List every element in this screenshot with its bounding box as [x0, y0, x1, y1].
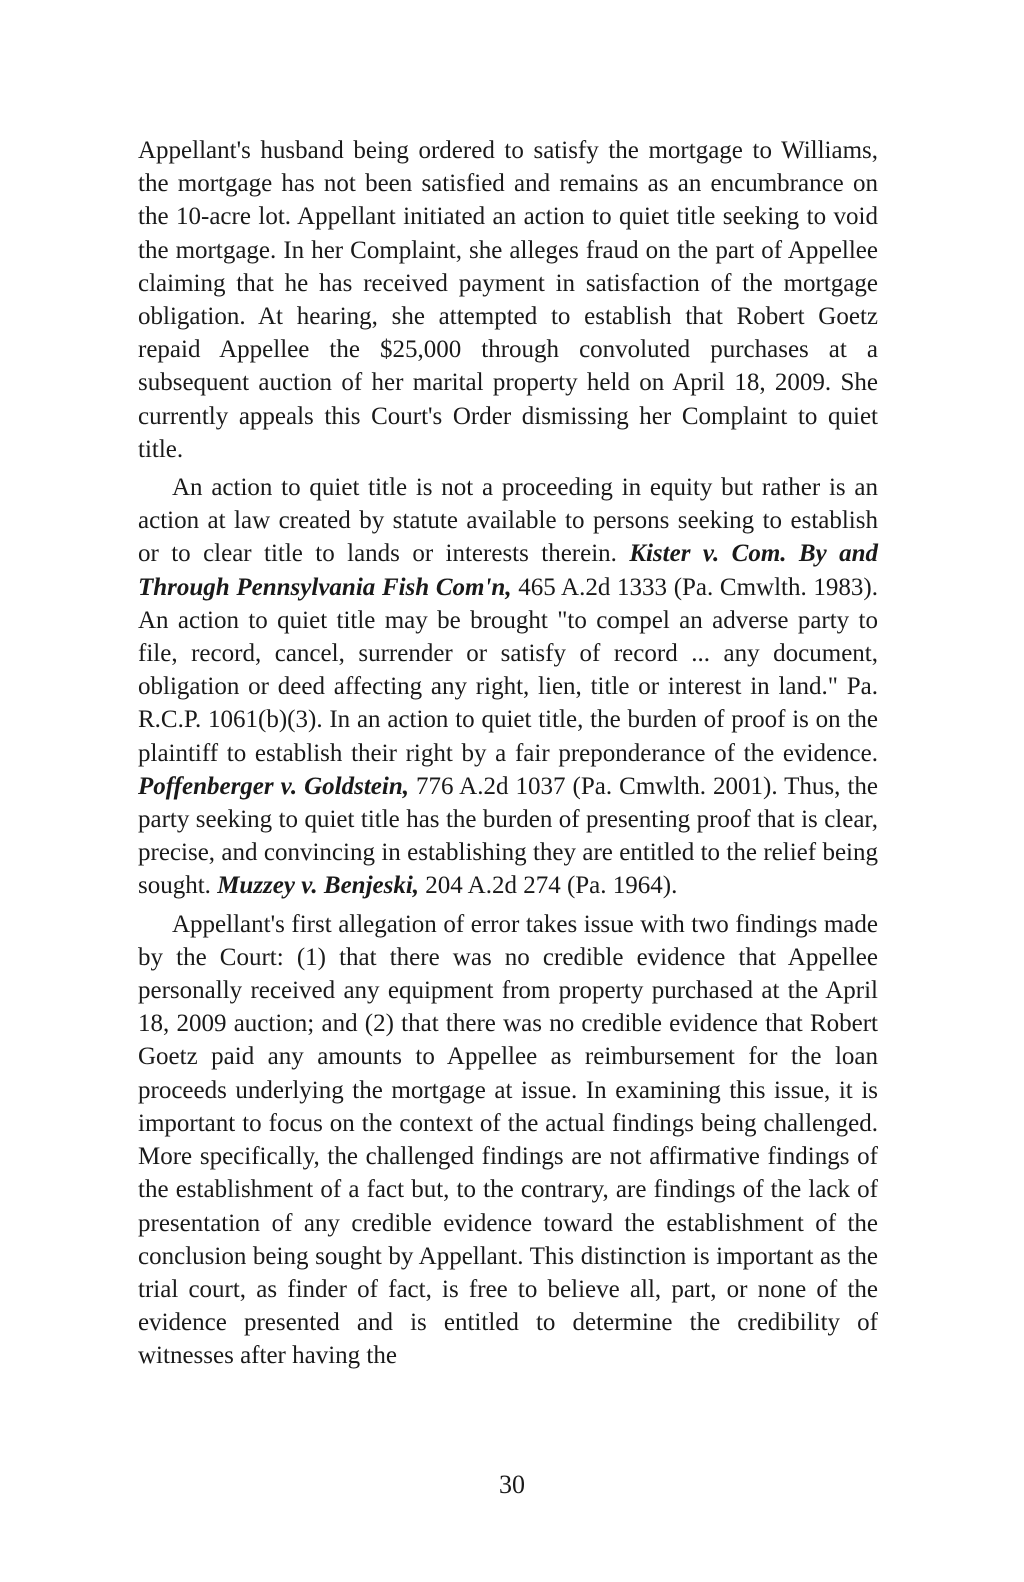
paragraph-1 [138, 134, 878, 466]
page-number: 30 [499, 1470, 525, 1499]
paragraph-2-text-2: 465 A.2d 1333 (Pa. Cmwlth. 1983). An action to quiet title may be brought "to compel an adverse party to file, record, cancel, surrender or satisfy of record ... any document, obligation or deed affecting any right, lien, title or interest in land." Pa. R.C.P. 1061(b)(3). In an action to quiet title, the burden of proof is on the plaintiff to establish their right by a fair preponderance of the evidence. [138, 573, 878, 767]
paragraph-2-text-1: An action to quiet title is not a proceeding in equity but rather is an action at law created by statute available to persons seeking to establish or to clear title to lands or interests therein. [138, 474, 878, 568]
paragraph-2-text-3: 776 A.2d 1037 (Pa. Cmwlth. 2001). Thus, the party seeking to quiet title has the burden of presenting proof that is clear, precise, and convincing in establishing they are entitled to the relief being sought. [138, 772, 878, 900]
case-citation-kister: Kister v. Com. By and Through Pennsylvania Fish Com'n, [138, 540, 878, 601]
paragraph-2 [138, 471, 878, 903]
document-body [138, 134, 878, 1378]
paragraph-1-text: Appellant's husband being ordered to satisfy the mortgage to Williams, the mortgage has not been satisfied and remains as an encumbrance on the 10-acre lot. Appellant initiated an action to quiet title seeking to void the mortgage. In her Complaint, she alleges fraud on the part of Appellee claiming that he has received payment in satisfaction of the mortgage obligation. At hearing, she attempted to establish that Robert Goetz repaid Appellee the $25,000 through convoluted purchases at a subsequent auction of her marital property held on April 18, 2009. She currently appeals this Court's Order dismissing her Complaint to quiet title. [138, 137, 878, 463]
paragraph-2-text-4: 204 A.2d 274 (Pa. 1964). [419, 872, 678, 900]
case-citation-muzzey: Muzzey v. Benjeski, [217, 872, 420, 900]
case-citation-poffenberger: Poffenberger v. Goldstein, [138, 772, 409, 800]
paragraph-3 [138, 908, 878, 1373]
paragraph-3-text: Appellant's first allegation of error takes issue with two findings made by the Court: (1) that there was no credible evidence that Appellee personally received any equipment from property purchased at the April 18, 2009 auction; and (2) that there was no credible evidence that Robert Goetz paid any amounts to Appellee as reimbursement for the loan proceeds underlying the mortgage at issue. In examining this issue, it is important to focus on the context of the actual findings being challenged. More specifically, the challenged findings are not affirmative findings of the establishment of a fact but, to the contrary, are findings of the lack of presentation of any credible evidence toward the establishment of the conclusion being sought by Appellant. This distinction is important as the trial court, as finder of fact, is free to believe all, part, or none of the evidence presented and is entitled to determine the credibility of witnesses after having the [138, 910, 878, 1370]
